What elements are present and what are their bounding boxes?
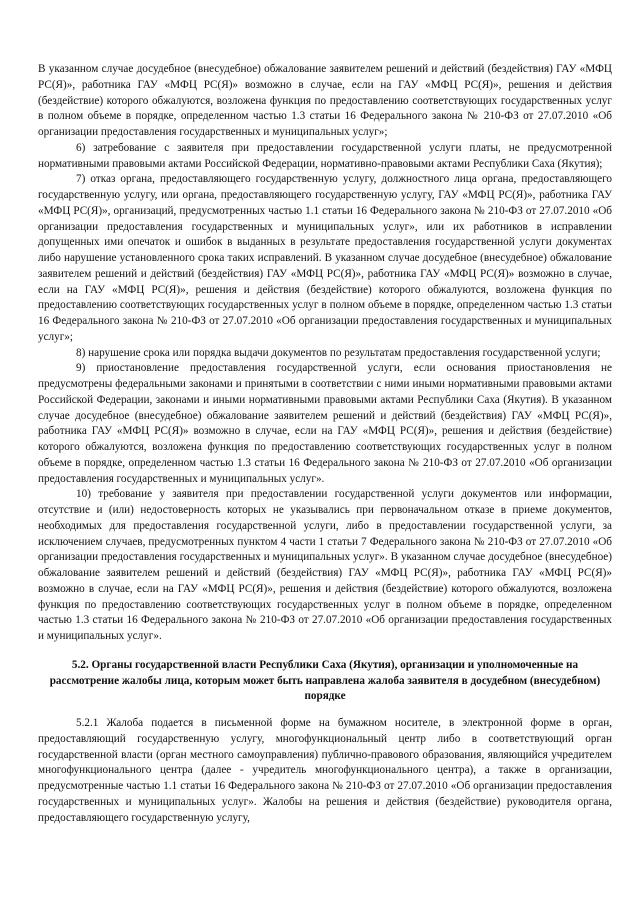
document-body [38,62,612,826]
section-heading-5-2: 5.2. Органы государственной власти Республики Саха (Якутия), организации и уполномоченные на рассмотрение жалобы лица, которым может быть направлена жалоба заявителя в досудебном (внесудебном) порядке [49,658,601,703]
paragraph-item-8: 8) нарушение срока или порядка выдачи документов по результатам предоставления государственной услуги; [76,346,601,359]
paragraph-item-9: 9) приостановление предоставления государственной услуги, если основания приостановления не предусмотрены федеральными законами и принятыми в соответствии с ними иными нормативными правовыми актами Российской Федерации, законами и иными нормативными правовыми актами Республики Саха (Якутия). В указанном случае досудебное (внесудебное) обжалование заявителем решений и действий (бездействия) ГАУ «МФЦ РС(Я)», работника ГАУ «МФЦ РС(Я)» возможно в случае, если на ГАУ «МФЦ РС(Я)», решения и действия (бездействие) которого обжалуются, возложена функция по предоставлению соответствующих государственных услуг в полном объеме в порядке, определенном частью 1.3 статьи 16 Федерального закона № 210-ФЗ от 27.07.2010 «Об организации предоставления государственных и муниципальных услуг». [38,362,612,485]
paragraph-mfc-appeal-5: В указанном случае досудебное (внесудебное) обжалование заявителем решений и действий (бездействия) ГАУ «МФЦ РС(Я)», работника ГАУ «МФЦ РС(Я)» возможно в случае, если на ГАУ «МФЦ РС(Я)», решения и действия (бездействие) которого обжалуются, возложена функция по предоставлению соответствующих государственных услуг в полном объеме в порядке, определенном частью 1.3 статьи 16 Федерального закона № 210-ФЗ от 27.07.2010 «Об организации предоставления государственных и муниципальных услуг»; [38,63,612,138]
paragraph-5-2-1: 5.2.1 Жалоба подается в письменной форме на бумажном носителе, в электронной форме в орган, предоставляющий государственную услугу, многофункциональный центр либо в соответствующий орган государственной власти (орган местного самоуправления) публично-правового образования, являющийся учредителем многофункционального центра (далее - учредитель многофункционального центра), а также в организации, предусмотренные частью 1.1 статьи 16 Федерального закона № 210-ФЗ от 27.07.2010 «Об организации предоставления государственных и муниципальных услуг». Жалобы на решения и действия (бездействие) руководителя органа, предоставляющего государственную услугу, [38,717,612,824]
paragraph-item-6: 6) затребование с заявителя при предоставлении государственной услуги платы, не предусмотренной нормативными правовыми актами Российской Федерации, нормативно-правовыми актами Республики Саха (Якутия); [38,141,612,170]
paragraph-item-10: 10) требование у заявителя при предоставлении государственной услуги документов или информации, отсутствие и (или) недостоверность которых не указывались при первоначальном отказе в приеме документов, необходимых для предоставления государственной услуги, либо в предоставлении государственной услуги, за исключением случаев, предусмотренных пунктом 4 части 1 статьи 7 Федерального закона № 210-ФЗ от 27.07.2010 «Об организации предоставления государственных и муниципальных услуг». В указанном случае досудебное (внесудебное) обжалование заявителем решений и действий (бездействия) ГАУ «МФЦ РС(Я)», работника ГАУ «МФЦ РС(Я)» возможно в случае, если на ГАУ «МФЦ РС(Я)», решения и действия (бездействие) которого обжалуются, возложена функция по предоставлению соответствующих государственных услуг в полном объеме в порядке, определенном частью 1.3 статьи 16 Федерального закона № 210-ФЗ от 27.07.2010 «Об организации предоставления государственных и муниципальных услуг». [38,488,612,642]
paragraph-item-7: 7) отказ органа, предоставляющего государственную услугу, должностного лица органа, предоставляющего государственную услугу, или органа, предоставляющего государственную услугу, ГАУ «МФЦ РС(Я)», работника ГАУ «МФЦ РС(Я)», организаций, предусмотренных частью 1.1 статьи 16 Федерального закона № 210-ФЗ от 27.07.2010 «Об организации предоставления государственных и муниципальных услуг», или их работников в исправлении допущенных ими опечаток и ошибок в выданных в результате предоставления государственной услуги документах либо нарушение установленного срока таких исправлений. В указанном случае досудебное (внесудебное) обжалование заявителем решений и действий (бездействия) ГАУ «МФЦ РС(Я)», работника ГАУ «МФЦ РС(Я)» возможно в случае, если на ГАУ «МФЦ РС(Я)», решения и действия (бездействие) которого обжалуются, возложена функция по предоставлению соответствующих государственных услуг в полном объеме в порядке, определенном частью 1.3 статьи 16 Федерального закона № 210-ФЗ от 27.07.2010 «Об организации предоставления государственных и муниципальных услуг»; [38,173,612,343]
